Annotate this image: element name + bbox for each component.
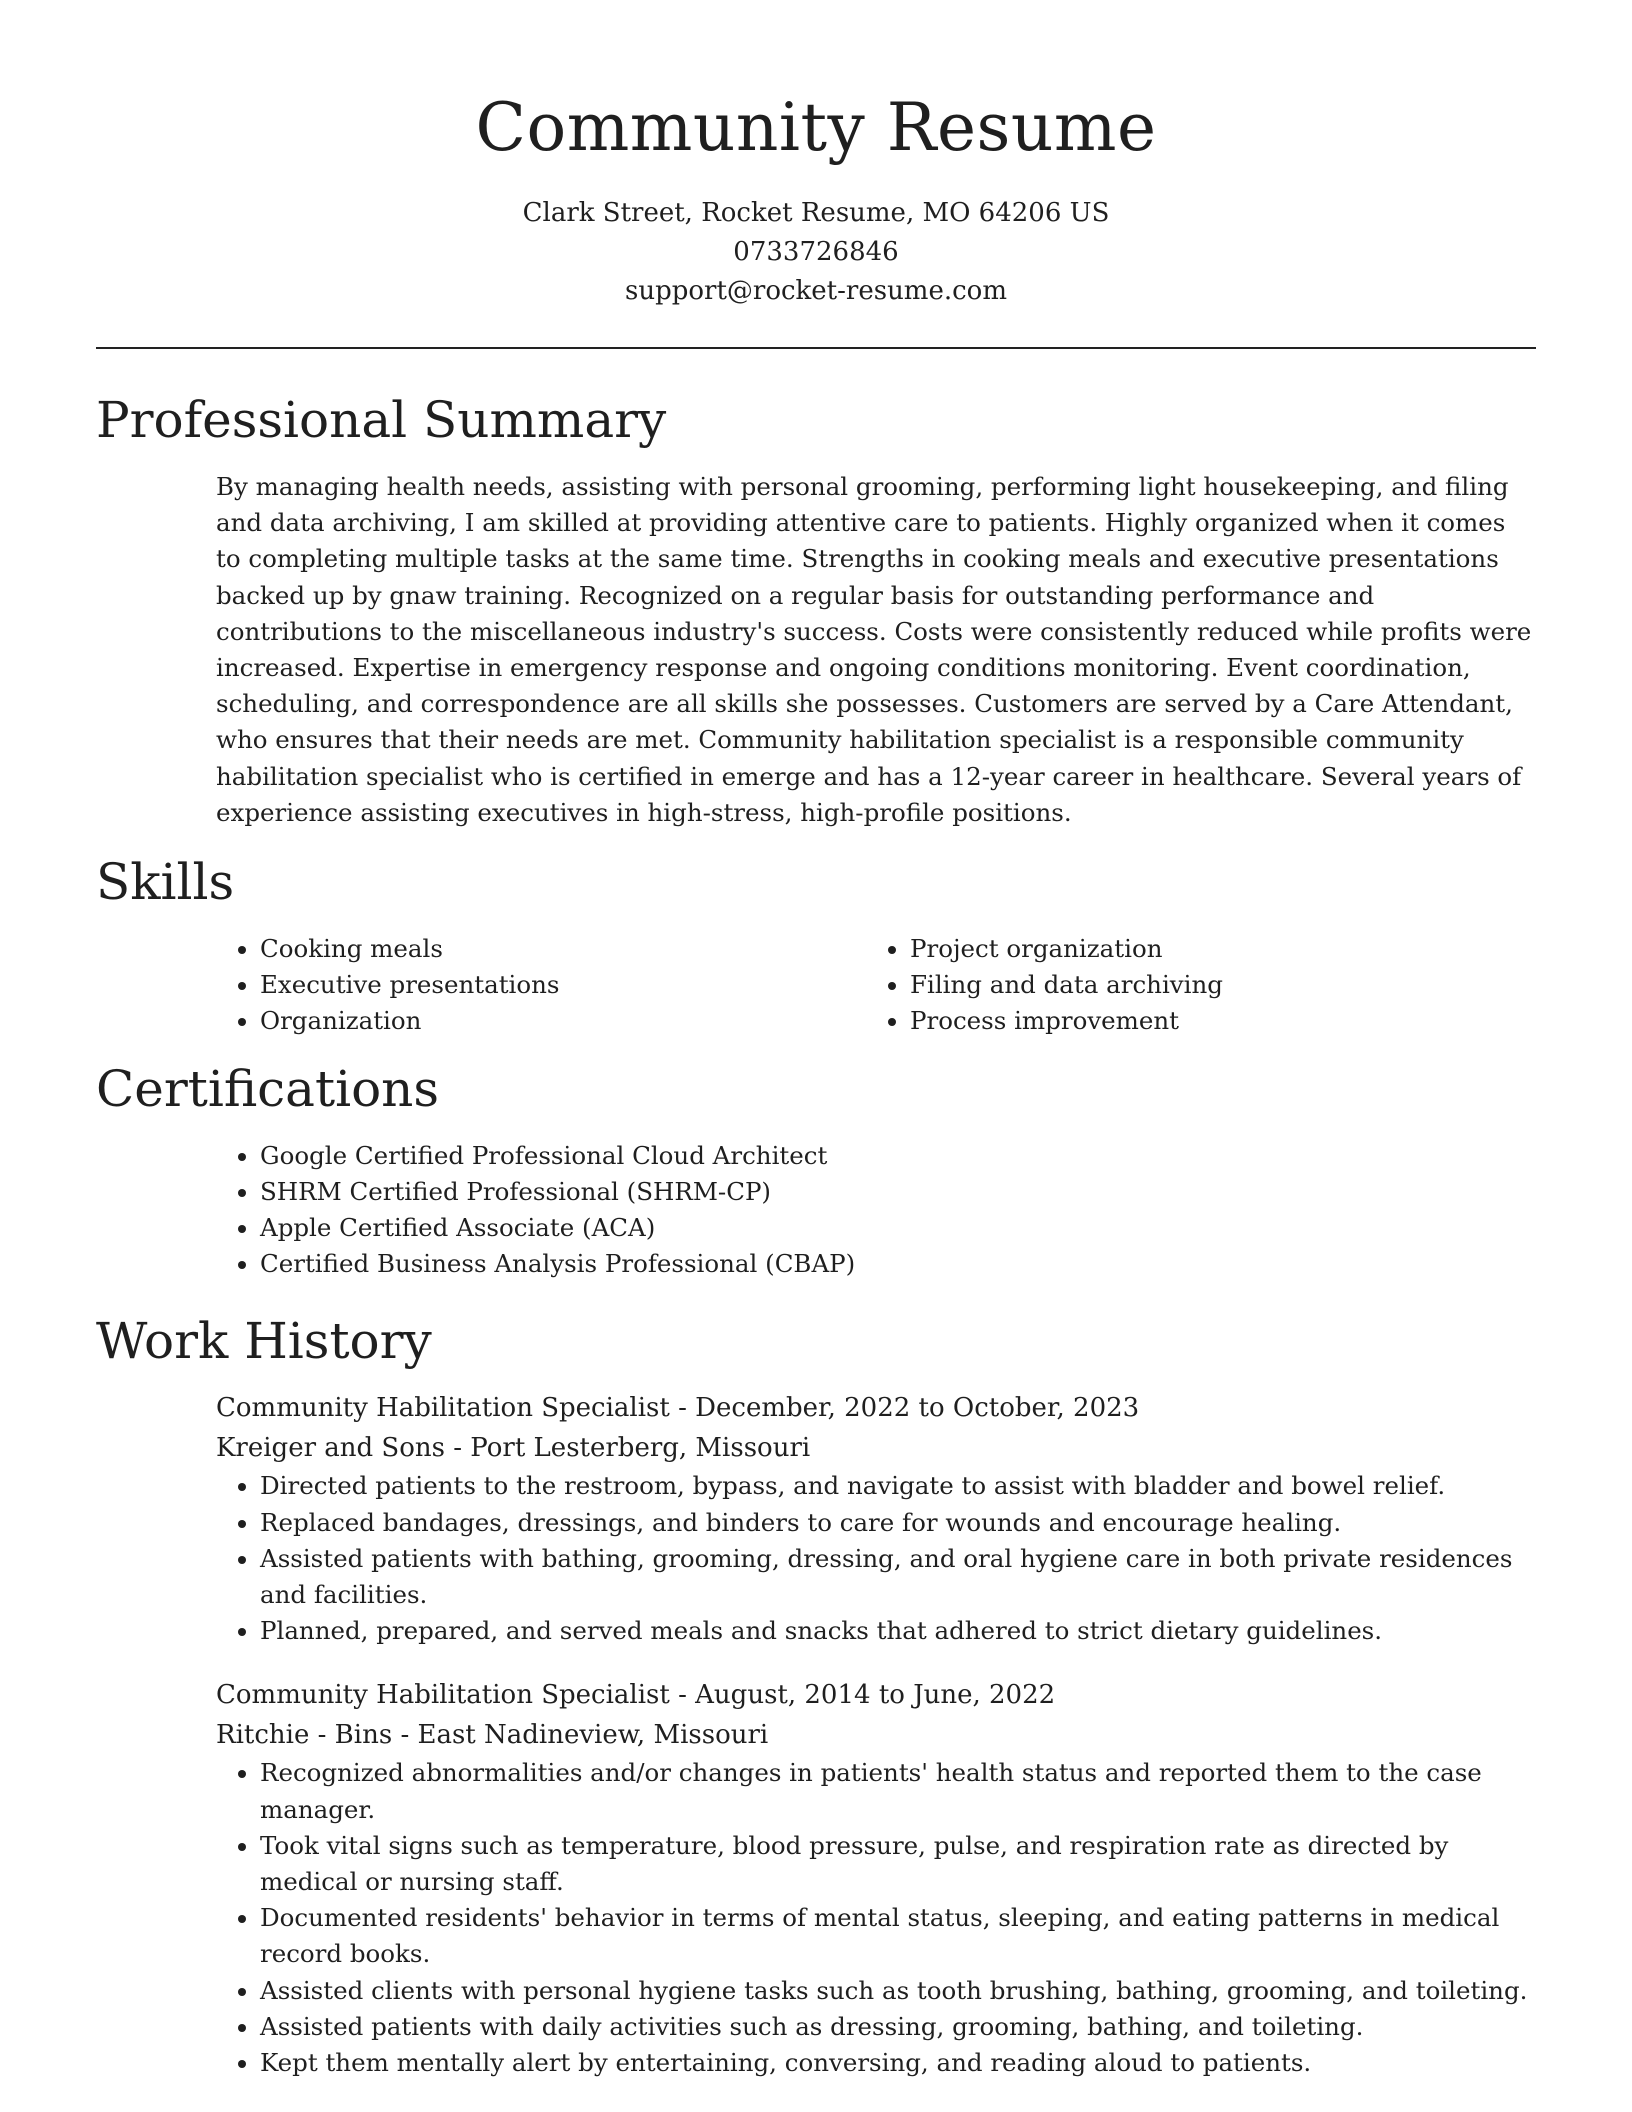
job-duty-item: • Took vital signs such as temperature, blood pressure, pulse, and respiration rate as directed by medical or nursing staff.: [260, 1828, 1536, 1900]
skills-list-left: [216, 931, 866, 1040]
job-duty-item: • Assisted patients with daily activities such as dressing, grooming, bathing, and toileting.: [260, 2009, 1536, 2045]
job-duties-list: [216, 1755, 1536, 2081]
certifications-block: [216, 1138, 1536, 1283]
skill-item: • Organization: [260, 1003, 866, 1039]
job-duty-item: • Recognized abnormalities and/or changes in patients' health status and reported them to the case manager.: [260, 1755, 1536, 1827]
contact-phone: 0733726846: [733, 237, 899, 267]
section-title-work-history: Work History: [96, 1312, 432, 1371]
job-duty-item: • Replaced bandages, dressings, and binders to care for wounds and encourage healing.: [260, 1505, 1536, 1541]
job-duties-list: [216, 1468, 1536, 1649]
job-entry: [216, 1388, 1536, 1649]
job-company-line: Ritchie - Bins - East Nadineview, Missouri: [216, 1720, 769, 1751]
job-duty-item: • Assisted clients with personal hygiene tasks such as tooth brushing, bathing, grooming, and toileting.: [260, 1973, 1536, 2009]
section-title-certifications: Certifications: [96, 1059, 440, 1118]
skills-grid: [216, 931, 1536, 1040]
skills-column-right: [866, 931, 1516, 1040]
skill-item: • Process improvement: [910, 1003, 1516, 1039]
contact-email: support@rocket-resume.com: [624, 276, 1007, 306]
section-title-summary: Professional Summary: [96, 391, 667, 449]
certification-item: • Certified Business Analysis Professional (CBAP): [260, 1246, 1536, 1282]
section-title-skills: Skills: [96, 853, 235, 912]
job-company-line: Kreiger and Sons - Port Lesterberg, Missouri: [216, 1433, 811, 1464]
skill-item: • Filing and data archiving: [910, 967, 1516, 1003]
contact-address: Clark Street, Rocket Resume, MO 64206 US: [522, 198, 1110, 228]
job-duty-item: • Documented residents' behavior in terms of mental status, sleeping, and eating patterns in medical record books.: [260, 1900, 1536, 1972]
job-position-line: Community Habilitation Specialist - August, 2014 to June, 2022: [216, 1680, 1056, 1711]
candidate-name: Community Resume: [475, 89, 1157, 166]
job-duty-item: • Directed patients to the restroom, bypass, and navigate to assist with bladder and bowel relief.: [260, 1468, 1536, 1504]
certification-item: • SHRM Certified Professional (SHRM-CP): [260, 1174, 1536, 1210]
job-entry: [216, 1675, 1536, 2081]
certification-item: • Google Certified Professional Cloud Architect: [260, 1138, 1536, 1174]
job-duty-item: • Kept them mentally alert by entertaining, conversing, and reading aloud to patients.: [260, 2045, 1536, 2081]
certification-item: • Apple Certified Associate (ACA): [260, 1210, 1536, 1246]
resume-header: [96, 0, 1536, 311]
skill-item: • Cooking meals: [260, 931, 866, 967]
summary-text: By managing health needs, assisting with personal grooming, performing light housekeeping, and filing and data archiving, I am skilled at providing attentive care to patients. Highly organized when it comes to completing multiple tasks at the same time. Strengths in cooking meals and executive presentations backed up by gnaw training. Recognized on a regular basis for outstanding performance and contributions to the miscellaneous industry's success. Costs were consistently reduced while profits were increased. Expertise in emergency response and ongoing conditions monitoring. Event coordination, scheduling, and correspondence are all skills she possesses. Customers are served by a Care Attendant, who ensures that their needs are met. Community habilitation specialist is a responsible community habilitation specialist who is certified in emerge and has a 12-year career in healthcare. Several years of experience assisting executives in high-stress, high-profile positions.: [216, 472, 1532, 827]
skill-item: • Executive presentations: [260, 967, 866, 1003]
skills-list-right: [866, 931, 1516, 1040]
job-duty-item: • Planned, prepared, and served meals and snacks that adhered to strict dietary guidelines.: [260, 1613, 1536, 1649]
job-position-line: Community Habilitation Specialist - December, 2022 to October, 2023: [216, 1393, 1140, 1424]
header-divider: [96, 347, 1536, 349]
skill-item: • Project organization: [910, 931, 1516, 967]
job-duty-item: • Assisted patients with bathing, grooming, dressing, and oral hygiene care in both private residences and facilities.: [260, 1541, 1536, 1613]
skills-column-left: [216, 931, 866, 1040]
certifications-list: [216, 1138, 1536, 1283]
